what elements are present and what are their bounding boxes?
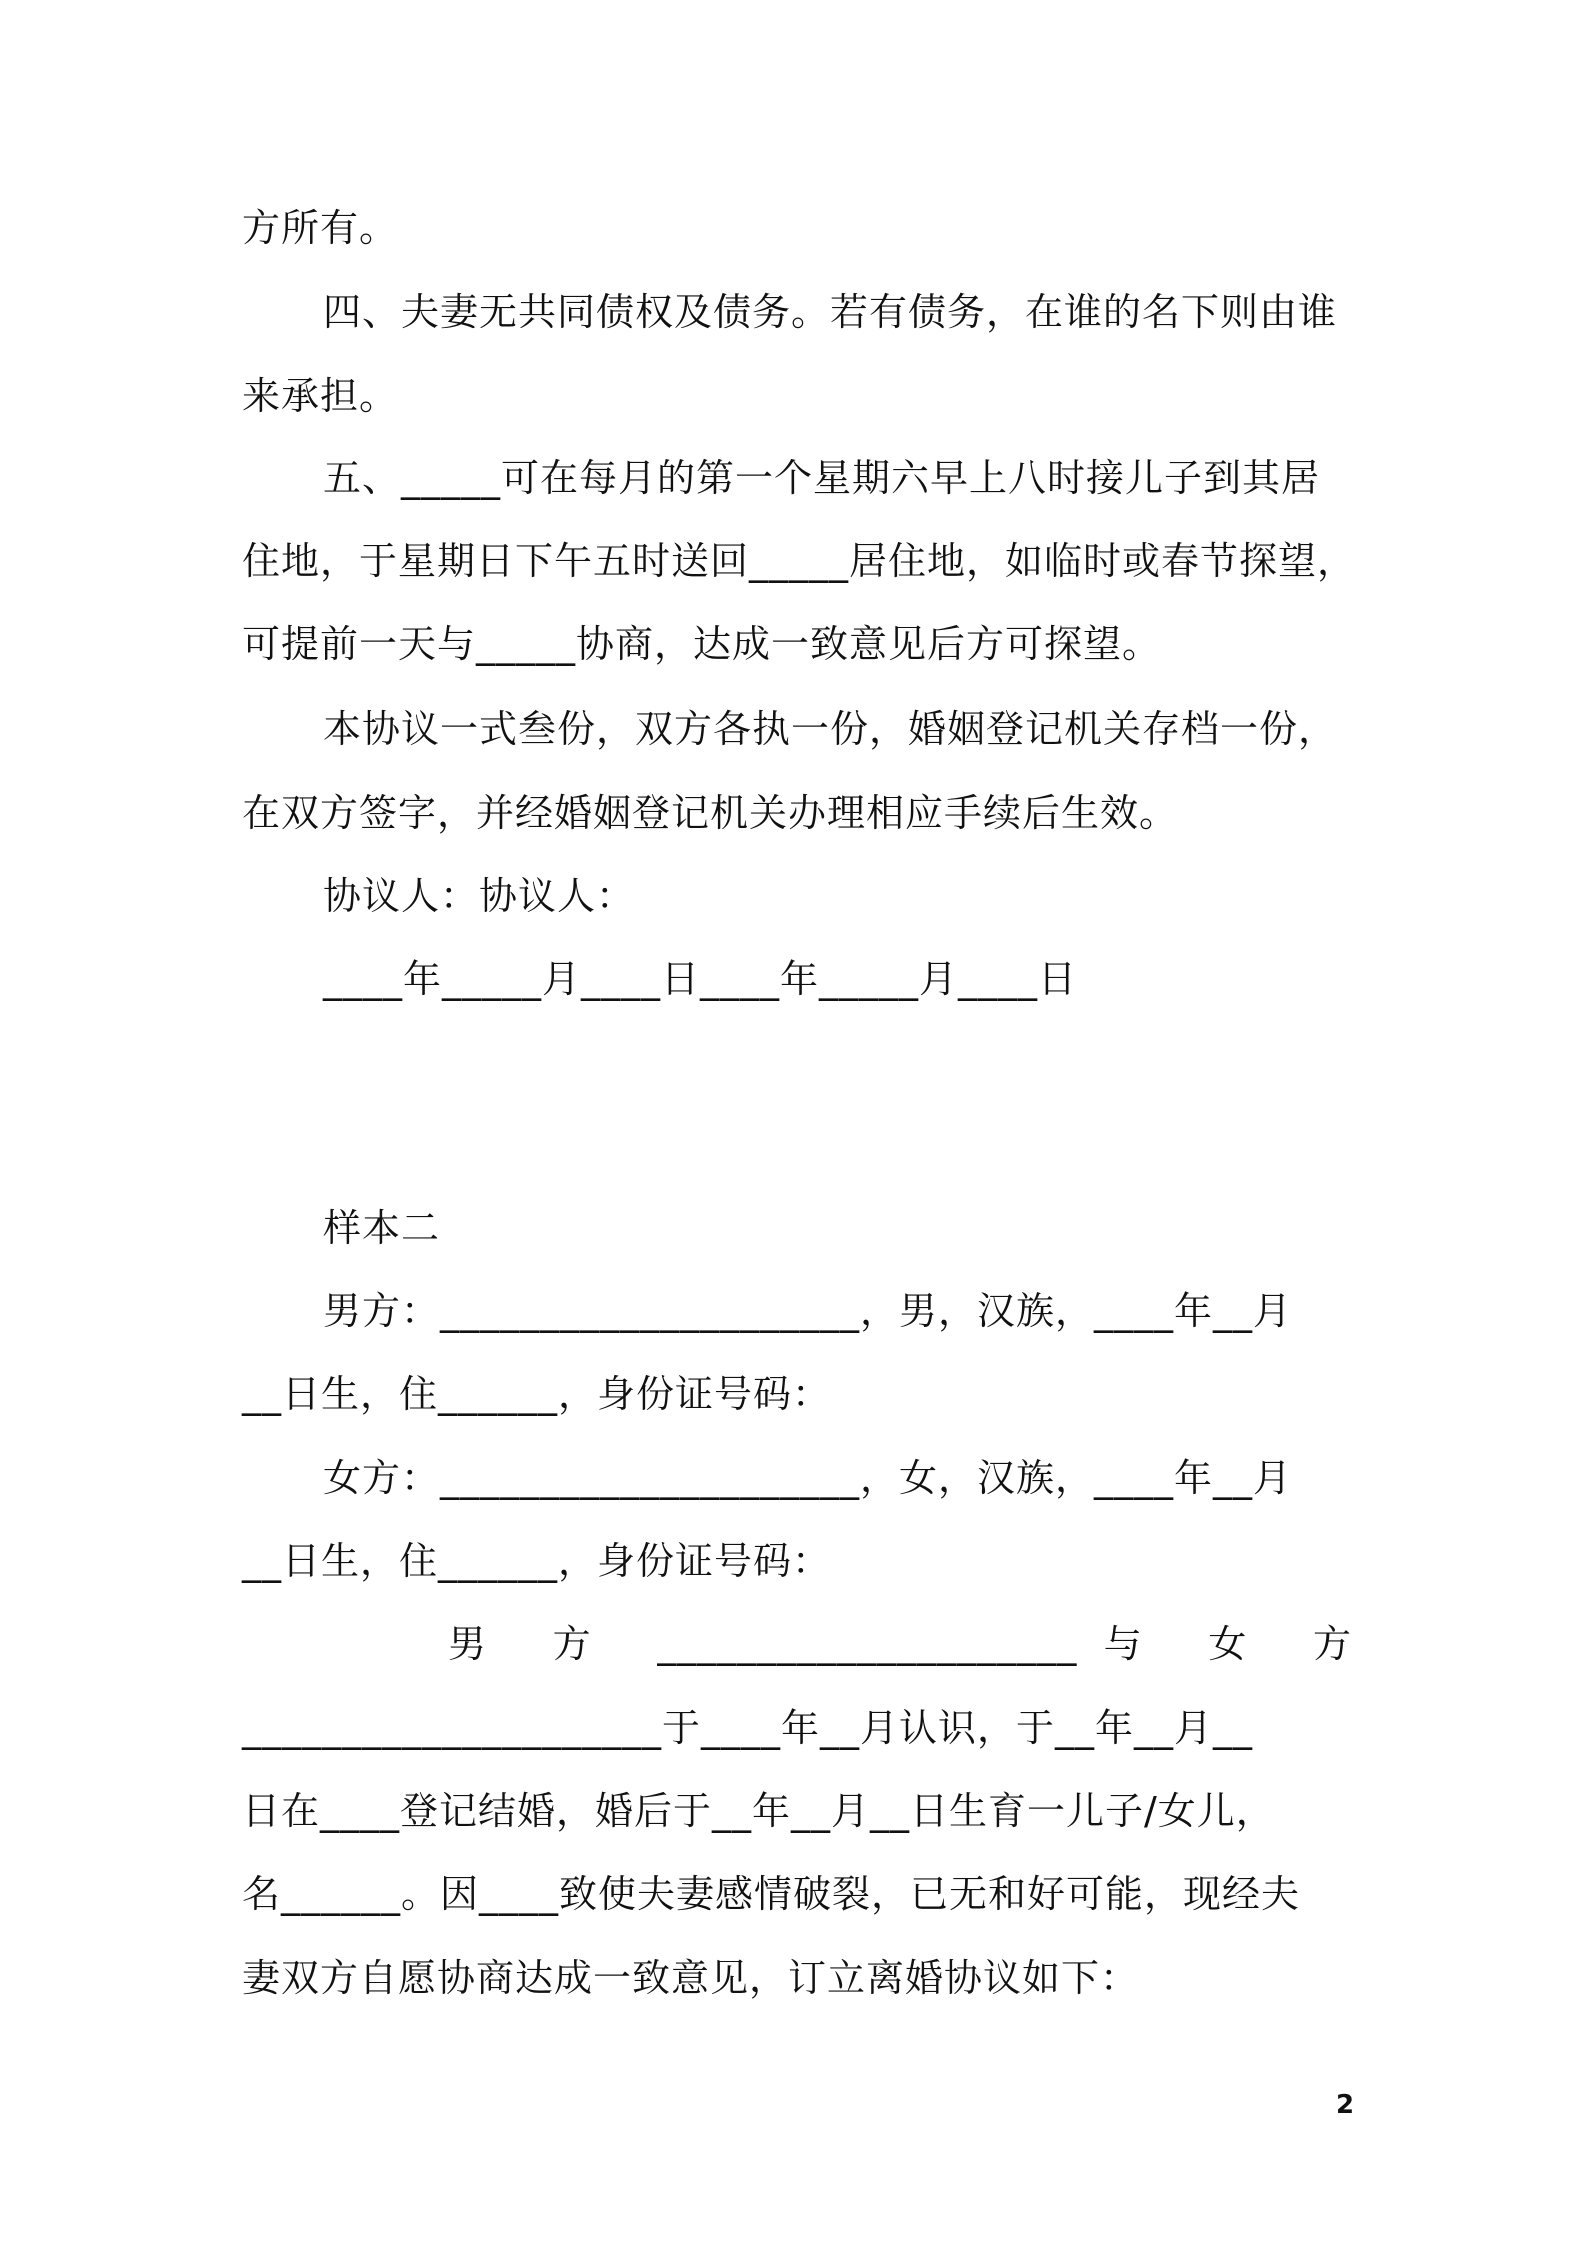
text-line: 可提前一天与_____协商，达成一致意见后方可探望。 bbox=[242, 622, 1162, 666]
text-line: 妻双方自愿协商达成一致意见，订立离婚协议如下： bbox=[242, 1956, 1140, 2000]
text-line: _____________________于____年__月认识，于__年__月__ bbox=[242, 1706, 1254, 1750]
text-line: __日生，住______，身份证号码： bbox=[242, 1372, 832, 1416]
text-line: 方所有。 bbox=[242, 206, 399, 250]
text-line: __日生，住______，身份证号码： bbox=[242, 1539, 832, 1583]
text-line: 男 方 _____________________与 女 方 bbox=[448, 1622, 1352, 1666]
text-line: 女方：_____________________，女，汉族，____年__月 bbox=[323, 1456, 1293, 1500]
signatory-line: 协议人：协议人： bbox=[323, 874, 636, 918]
text-line: 来承担。 bbox=[242, 374, 399, 418]
text-line: 四、夫妻无共同债权及债务。若有债务，在谁的名下则由谁 bbox=[323, 290, 1338, 334]
text-line: 日在____登记结婚，婚后于__年__月__日生育一儿子/女儿， bbox=[242, 1789, 1275, 1833]
text-line: 男方：_____________________，男，汉族，____年__月 bbox=[323, 1289, 1293, 1333]
text-line: 五、_____可在每月的第一个星期六早上八时接儿子到其居 bbox=[323, 456, 1321, 500]
text-line: 在双方签字，并经婚姻登记机关办理相应手续后生效。 bbox=[242, 791, 1179, 835]
section-heading: 样本二 bbox=[323, 1206, 441, 1250]
page-number: 2 bbox=[1336, 2090, 1355, 2120]
text-line: 名______。因____致使夫妻感情破裂，已无和好可能，现经夫 bbox=[242, 1872, 1301, 1916]
date-line: ____年_____月____日____年_____月____日 bbox=[323, 957, 1078, 1001]
text-line: 本协议一式叁份，双方各执一份，婚姻登记机关存档一份， bbox=[323, 707, 1338, 751]
text-line: 住地，于星期日下午五时送回_____居住地，如临时或春节探望， bbox=[242, 539, 1357, 583]
